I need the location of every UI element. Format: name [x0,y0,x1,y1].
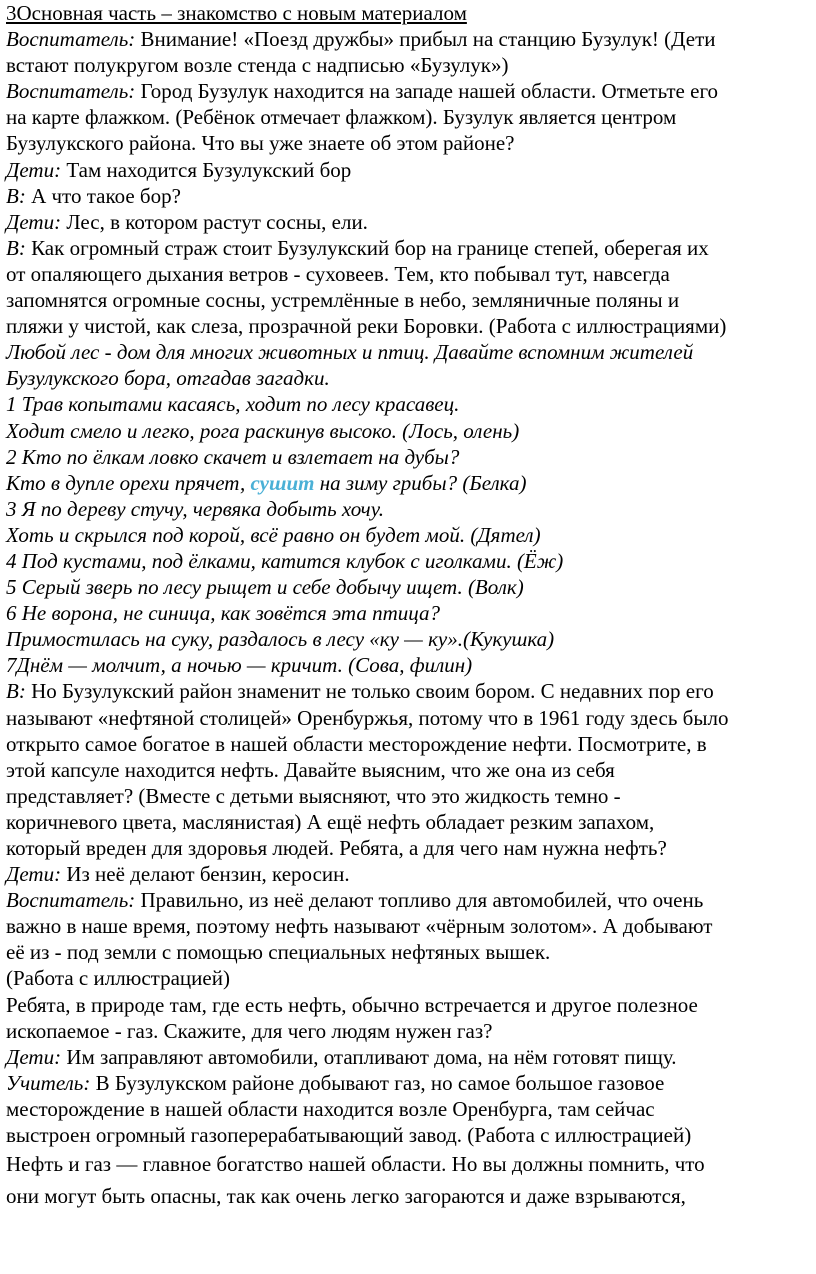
riddle-line: 5 Серый зверь по лесу рыщет и себе добычу ищет. (Волк) [6,575,524,600]
paragraph-line: важно в наше время, поэтому нефть называют «чёрным золотом». А добывают [6,914,713,939]
paragraph-line: на карте флажком. (Ребёнок отмечает флажком). Бузулук является центром [6,105,677,130]
paragraph-line: Ребята, в природе там, где есть нефть, обычно встречается и другое полезное [6,992,698,1017]
paragraph-line: Воспитатель: Город Бузулук находится на западе нашей области. Отметьте его [6,79,719,104]
paragraph-line: они могут быть опасны, так как очень легко загораются и даже взрываются, [6,1184,686,1209]
riddle-line: Примостилась на суку, раздалось в лесу «ку — ку».(Кукушка) [6,627,555,652]
paragraph-line: Воспитатель: Правильно, из неё делают топливо для автомобилей, что очень [6,888,704,913]
speaker-label: В: [6,183,26,208]
riddle-line: 4 Под кустами, под ёлками, катится клубок с иголками. (Ёж) [6,548,564,573]
riddles-intro-line: Бузулукского бора, отгадав загадки. [6,366,330,391]
paragraph-line: В: Но Бузулукский район знаменит не только своим бором. С недавних пор его [6,679,714,704]
paragraph-line: ископаемое - газ. Скажите, для чего людям нужен газ? [6,1018,493,1043]
riddles-intro-line: Любой лес - дом для многих животных и птиц. Давайте вспомним жителей [6,340,694,365]
section-heading: 3Основная часть – знакомство с новым материалом [6,1,467,25]
riddle-line: Кто в дупле орехи прячет, сушит на зиму грибы? (Белка) [6,470,527,495]
riddle-line: 2 Кто по ёлкам ловко скачет и взлетает на дубы? [6,444,460,469]
riddle-line: Хоть и скрылся под корой, всё равно он будет мой. (Дятел) [6,522,541,547]
paragraph-line: выстроен огромный газоперерабатывающий завод. (Работа с иллюстрацией) [6,1123,692,1148]
riddle-line: 3 Я по дереву стучу, червяка добыть хочу. [6,496,384,521]
paragraph-line: этой капсуле находится нефть. Давайте выясним, что же она из себя [6,757,615,782]
speaker-label: Дети: [6,157,62,182]
paragraph-line: Нефть и газ — главное богатство нашей области. Но вы должны помнить, что [6,1152,705,1177]
paragraph-line: Воспитатель: Внимание! «Поезд дружбы» прибыл на станцию Бузулук! (Дети [6,27,716,52]
paragraph-line: пляжи у чистой, как слеза, прозрачной реки Боровки. (Работа с иллюстрациями) [6,314,727,339]
speaker-label: В: [6,679,26,704]
paragraph-line: В: А что такое бор? [6,183,181,208]
paragraph-line: представляет? (Вместе с детьми выясняют, что это жидкость темно - [6,783,621,808]
speaker-label: Воспитатель: [6,79,136,104]
paragraph-line: её из - под земли с помощью специальных нефтяных вышек. [6,940,551,965]
paragraph-line: который вреден для здоровья людей. Ребята, а для чего нам нужна нефть? [6,836,667,860]
riddle-line: 1 Трав копытами касаясь, ходит по лесу красавец. [6,392,460,417]
riddle-line: Ходит смело и легко, рога раскинув высоко. (Лось, олень) [6,418,520,443]
paragraph-line: Учитель: В Бузулукском районе добывают газ, но самое большое газовое [6,1070,665,1095]
paragraph-line: месторождение в нашей области находится возле Оренбурга, там сейчас [6,1096,655,1121]
paragraph-line: Дети: Им заправляют автомобили, отапливают дома, на нём готовят пищу. [6,1044,677,1069]
paragraph-line: запомнятся огромные сосны, устремлённые в небо, земляничные поляны и [6,288,680,313]
paragraph-line: коричневого цвета, маслянистая) А ещё нефть обладает резким запахом, [6,809,655,834]
speaker-label: Дети: [6,1044,62,1069]
speaker-label: Учитель: [6,1070,91,1095]
paragraph-line: от опаляющего дыхания ветров - суховеев. Тем, кто побывал тут, навсегда [6,261,670,286]
paragraph-line: встают полукругом возле стенда с надписью «Бузулук») [6,53,509,78]
paragraph-line: Дети: Там находится Бузулукский бор [6,157,352,182]
speaker-label: Дети: [6,862,62,887]
speaker-label: Дети: [6,209,62,234]
highlighted-word: сушит [250,470,315,495]
paragraph-line: называют «нефтяной столицей» Оренбуржья, потому что в 1961 году здесь было [6,705,729,730]
riddle-line: 6 Не ворона, не синица, как зовётся эта птица? [6,601,441,626]
speaker-label: В: [6,235,26,260]
paragraph-line: открыто самое богатое в нашей области месторождение нефти. Посмотрите, в [6,731,707,756]
speaker-label: Воспитатель: [6,888,136,913]
paragraph-line: В: Как огромный страж стоит Бузулукский бор на границе степей, оберегая их [6,235,709,260]
paragraph-line: Бузулукского района. Что вы уже знаете об этом районе? [6,131,515,156]
paragraph-line: Дети: Из неё делают бензин, керосин. [6,862,350,887]
speaker-label: Воспитатель: [6,27,136,52]
paragraph-line: Дети: Лес, в котором растут сосны, ели. [6,209,368,234]
riddle-line: 7Днём — молчит, а ночью — кричит. (Сова, филин) [6,653,473,678]
paragraph-line: (Работа с иллюстрацией) [6,966,230,991]
